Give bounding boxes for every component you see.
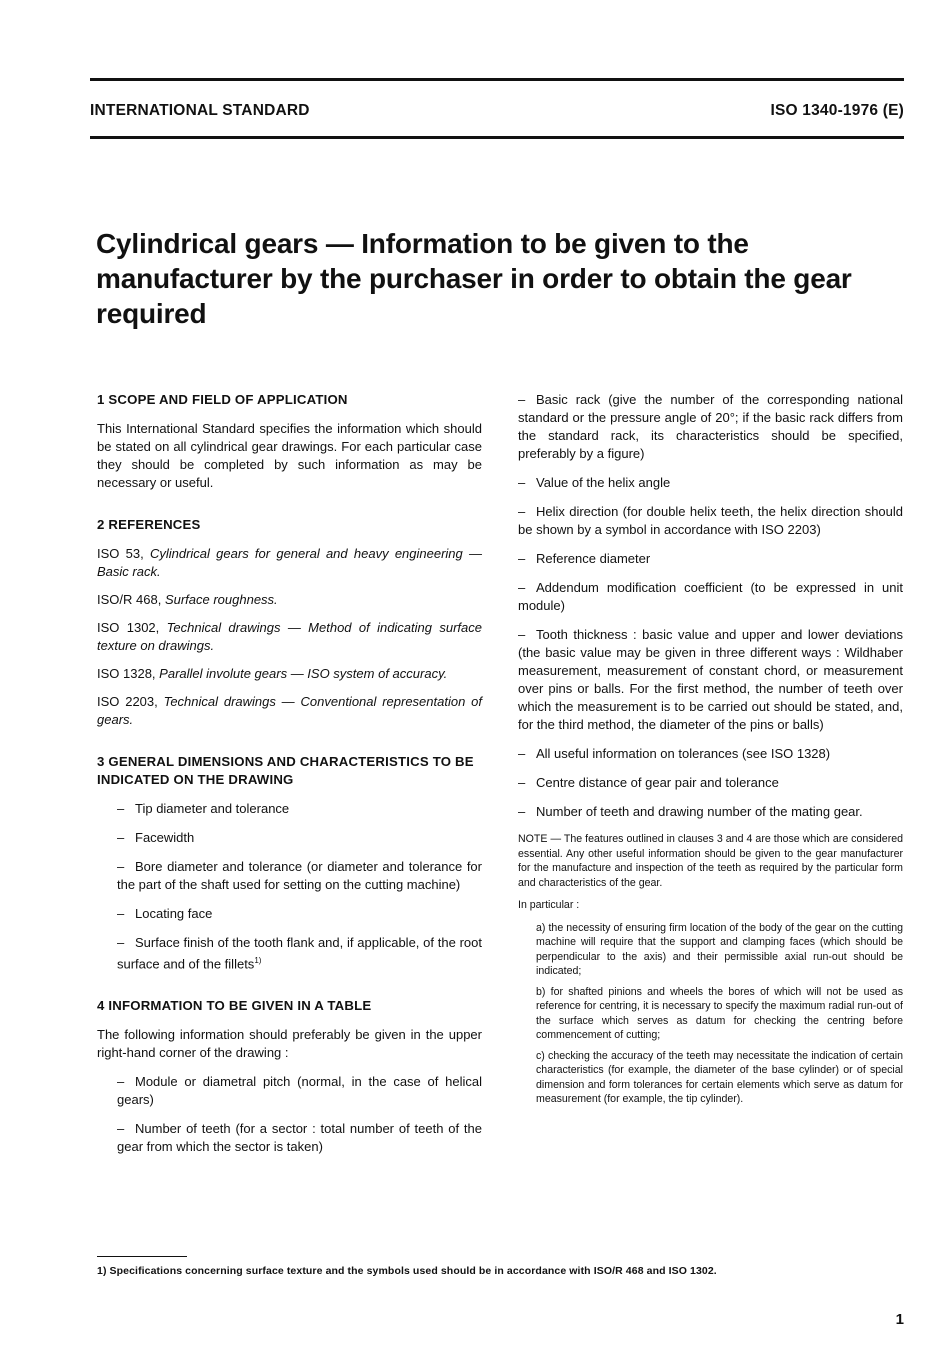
list-item: – Value of the helix angle <box>518 475 671 490</box>
reference-item: ISO 1302, Technical drawings — Method of indicating surface texture on drawings. <box>97 620 482 653</box>
list-item: – All useful information on tolerances (see ISO 1328) <box>518 746 831 761</box>
header-rule <box>90 136 904 139</box>
section-1-text: This International Standard specifies the information which should be stated on all cylindrical gear drawings. For each particular case they should be completed by such information as may be necessary or useful. <box>97 421 482 490</box>
header-standard-label: INTERNATIONAL STANDARD <box>90 102 310 119</box>
list-item: – Basic rack (give the number of the corresponding national standard or the pressure angle of 20°; if the basic rack differs from the standard rack, its characteristics should be specified, preferably by a figure) <box>518 392 903 461</box>
page-number: 1 <box>895 1311 904 1328</box>
list-item: – Number of teeth and drawing number of the mating gear. <box>518 804 863 819</box>
note-text: NOTE — The features outlined in clauses 3 and 4 are those which are considered essential. Any other useful information should be given to the gear manufacturer for the manufacture and inspection of the teeth as required by the particular form and characteristics of the gear. <box>518 833 903 889</box>
section-table-information <box>97 997 482 1156</box>
document-title: Cylindrical gears — Information to be given to the manufacturer by the purchaser in order to obtain the gear required <box>96 228 852 329</box>
section-references <box>97 516 482 729</box>
section-general-dimensions <box>97 753 482 973</box>
reference-item: ISO 1328, Parallel involute gears — ISO system of accuracy. <box>97 666 448 681</box>
list-item: – Module or diametral pitch (normal, in the case of helical gears) <box>117 1074 482 1108</box>
list-item: – Surface finish of the tooth flank and, if applicable, of the root surface and of the fillets$^{1)}$ <box>117 935 482 972</box>
footnote-rule <box>97 1256 187 1257</box>
list-item: – Tooth thickness : basic value and upper and lower deviations (the basic value may be given in three different ways : Wildhaber measurement, measurement of constant chord, or measurement over pins or balls. For the first method, the number of teeth over which the measurement is to be carried out should be stated, and, for the third method, the diameter of the pins or balls) <box>518 627 903 732</box>
section-2-heading: 2 REFERENCES <box>97 517 201 532</box>
footnote: 1) Specifications concerning surface texture and the symbols used should be in accordance with ISO/R 468 and ISO 1302. <box>97 1265 717 1277</box>
reference-item: ISO 53, Cylindrical gears for general and heavy engineering — Basic rack. <box>97 546 483 579</box>
top-rule <box>90 78 904 81</box>
list-item: – Reference diameter <box>518 551 651 566</box>
reference-item: ISO/R 468, Surface roughness. <box>97 592 278 607</box>
note-item: b) for shafted pinions and wheels the bores of which will not be used as reference for centring, it is necessary to specify the maximum radial run-out of the surface which serves as datum for checking the centring before commencement of cutting; <box>536 985 903 1041</box>
left-column <box>97 391 482 1180</box>
list-item: – Centre distance of gear pair and tolerance <box>518 775 779 790</box>
list-item: – Tip diameter and tolerance <box>117 801 290 816</box>
footnote-reference: 1) <box>254 956 262 965</box>
list-item: – Bore diameter and tolerance (or diameter and tolerance for the part of the shaft used for setting on the cutting machine) <box>117 859 482 892</box>
note-item: c) checking the accuracy of the teeth may necessitate the indication of certain characteristics (for example, the diameter of the base cylinder) or of special dimension and form tolerances for certain elements which serve as datum for measurement (for example, the tip cylinder). <box>536 1049 903 1105</box>
list-item: – Locating face <box>117 906 213 921</box>
section-4-intro: The following information should preferably be given in the upper right-hand corner of the drawing : <box>97 1027 482 1061</box>
page-header <box>90 102 904 120</box>
list-item: – Number of teeth (for a sector : total number of teeth of the gear from which the sector is taken) <box>117 1121 482 1155</box>
list-item: – Helix direction (for double helix teeth, the helix direction should be shown by a symbol in accordance with ISO 2203) <box>518 504 903 537</box>
section-4-heading: 4 INFORMATION TO BE GIVEN IN A TABLE <box>97 998 372 1014</box>
note-item: a) the necessity of ensuring firm location of the body of the gear on the cutting machine will require that the support and clamping faces (which should be perpendicular to the axis) and their permissible axial run-out should be indicated; <box>536 921 903 977</box>
section-3-heading: 3 GENERAL DIMENSIONS AND CHARACTERISTICS TO BE INDICATED ON THE DRAWING <box>97 754 474 787</box>
note-lead: In particular : <box>518 899 580 911</box>
section-scope <box>97 391 482 492</box>
header-standard-number: ISO 1340-1976 (E) <box>770 102 904 119</box>
right-column <box>518 391 903 1113</box>
list-item: – Addendum modification coefficient (to be expressed in unit module) <box>518 580 903 613</box>
reference-item: ISO 2203, Technical drawings — Conventional representation of gears. <box>97 694 482 727</box>
section-1-heading: 1 SCOPE AND FIELD OF APPLICATION <box>97 392 348 407</box>
list-item: – Facewidth <box>117 830 195 845</box>
